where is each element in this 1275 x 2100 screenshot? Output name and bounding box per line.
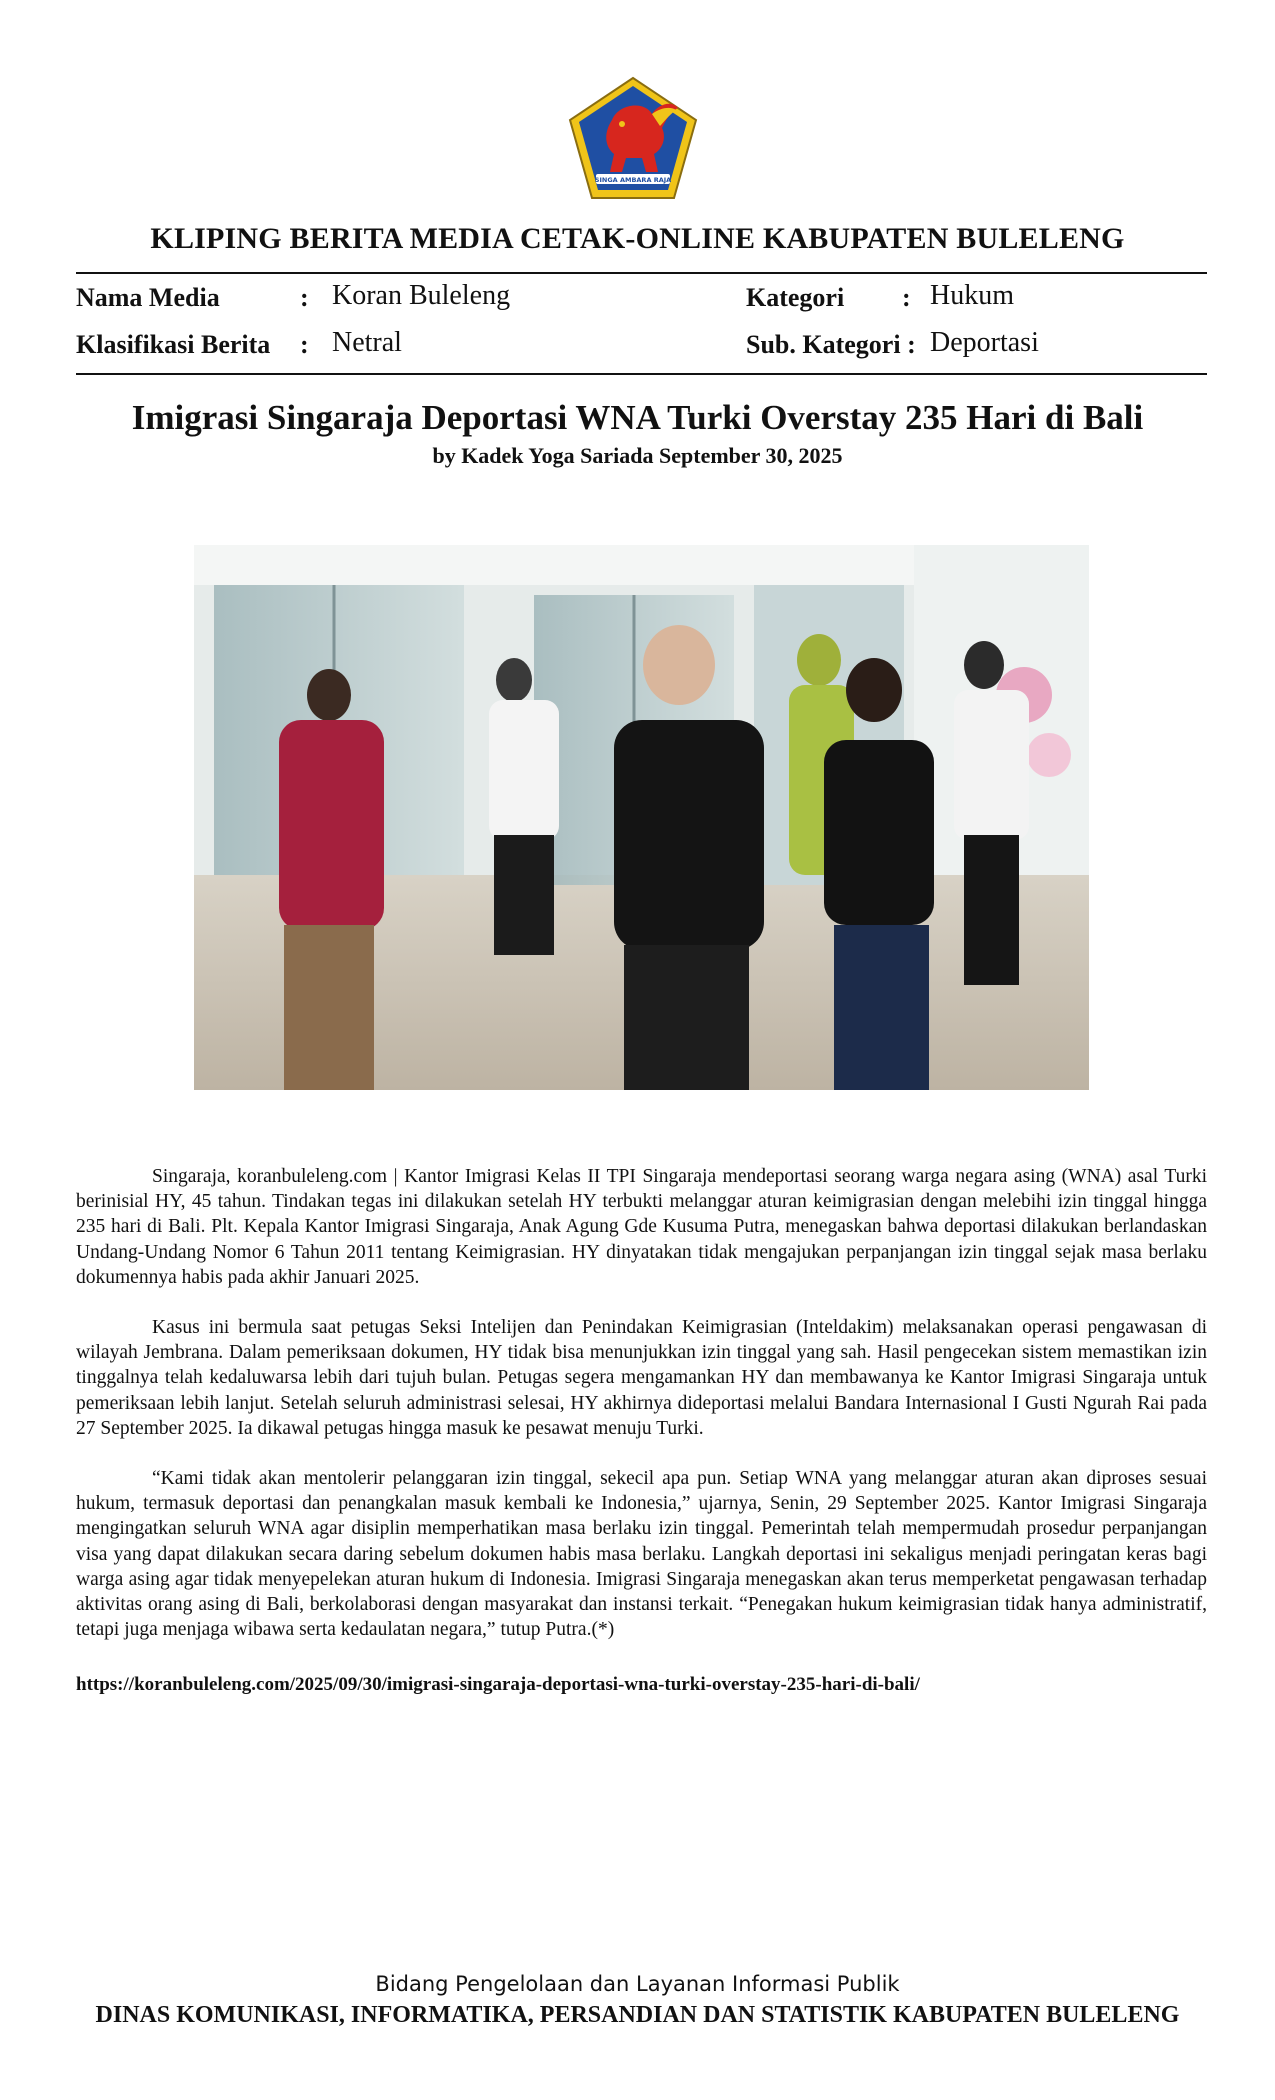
meta-kategori-label: Kategori	[746, 283, 845, 312]
article-body	[76, 1164, 1207, 1667]
article-paragraph: Singaraja, koranbuleleng.com | Kantor Imigrasi Kelas II TPI Singaraja mendeportasi seorang warga negara asing (WNA) asal Turki berinisial HY, 45 tahun. Tindakan tegas ini dilakukan setelah HY terbukti melanggar aturan keimigrasian dengan melebihi izin tinggal hingga 235 hari di Bali. Plt. Kepala Kantor Imigrasi Singaraja, Anak Agung Gde Kusuma Putra, menegaskan bahwa deportasi dilakukan berlandaskan Undang-Undang Nomor 6 Tahun 2011 tentang Keimigrasian. HY dinyatakan tidak mengajukan perpanjangan izin tinggal sejak masa berlaku dokumennya habis pada akhir Januari 2025.	[76, 1166, 1207, 1288]
article-title: Imigrasi Singaraja Deportasi WNA Turki Overstay 235 Hari di Bali	[131, 398, 1144, 437]
kabupaten-logo	[566, 74, 700, 202]
logo-motto: SINGA AMBARA RAJA	[594, 176, 672, 184]
header-rule-top	[76, 272, 1207, 274]
meta-colon: :	[902, 283, 911, 312]
article-paragraph: “Kami tidak akan mentolerir pelanggaran izin tinggal, sekecil apa pun. Setiap WNA yang melanggar aturan akan diproses sesuai hukum, termasuk deportasi dan penangkalan masuk kembali ke Indonesia,” ujarnya, Senin, 29 September 2025. Kantor Imigrasi Singaraja mengingatkan seluruh WNA agar disiplin memperhatikan masa berlaku izin tinggal. Pemerintah telah mempermudah prosedur perpanjangan visa yang dapat dilakukan secara daring sebelum dokumen habis masa berlaku. Langkah deportasi ini sekaligus menjadi peringatan keras bagi warga asing agar tidak menyepelekan aturan hukum di Indonesia. Imigrasi Singaraja menegaskan akan terus memperketat pengawasan terhadap aktivitas orang asing di Bali, berkolaborasi dengan masyarakat dan instansi terkait. “Penegakan hukum keimigrasian tidak hanya administratif, tetapi juga menjaga wibawa serta kedaulatan negara,” tutup Putra.(*)	[76, 1468, 1207, 1641]
meta-sub-kategori-label: Sub. Kategori :	[746, 330, 916, 359]
meta-sub-kategori-value: Deportasi	[930, 327, 1039, 358]
meta-colon: :	[300, 330, 309, 359]
meta-nama-media-label: Nama Media	[76, 283, 220, 312]
meta-klasifikasi-label: Klasifikasi Berita	[76, 330, 271, 359]
footer-department: Bidang Pengelolaan dan Layanan Informasi Publik	[375, 1972, 900, 1996]
document-header-title: KLIPING BERITA MEDIA CETAK-ONLINE KABUPATEN BULELENG	[150, 222, 1125, 255]
meta-colon: :	[300, 283, 309, 312]
article-paragraph: Kasus ini bermula saat petugas Seksi Intelijen dan Penindakan Keimigrasian (Inteldakim) melaksanakan operasi pengawasan di wilayah Jembrana. Dalam pemeriksaan dokumen, HY tidak bisa menunjukkan izin tinggal yang sah. Hasil pengecekan sistem memastikan izin tinggalnya telah kedaluwarsa lebih dari tujuh bulan. Petugas segera mengamankan HY dan membawanya ke Kantor Imigrasi Singaraja untuk pemeriksaan lebih lanjut. Setelah seluruh administrasi selesai, HY akhirnya dideportasi melalui Bandara Internasional I Gusti Ngurah Rai pada 27 September 2025. Ia dikawal petugas hingga masuk ke pesawat menuju Turki.	[76, 1317, 1207, 1439]
meta-klasifikasi-value: Netral	[332, 327, 402, 358]
meta-nama-media-value: Koran Buleleng	[332, 280, 511, 311]
header-rule-bottom	[76, 373, 1207, 375]
footer-agency: DINAS KOMUNIKASI, INFORMATIKA, PERSANDIAN DAN STATISTIK KABUPATEN BULELENG	[95, 2002, 1180, 2028]
article-photo	[194, 545, 1089, 1090]
meta-kategori-value: Hukum	[930, 280, 1014, 311]
source-url[interactable]: https://koranbuleleng.com/2025/09/30/imigrasi-singaraja-deportasi-wna-turki-overstay-235-hari-di-bali/	[76, 1674, 920, 1695]
article-byline: by Kadek Yoga Sariada September 30, 2025	[432, 443, 843, 468]
